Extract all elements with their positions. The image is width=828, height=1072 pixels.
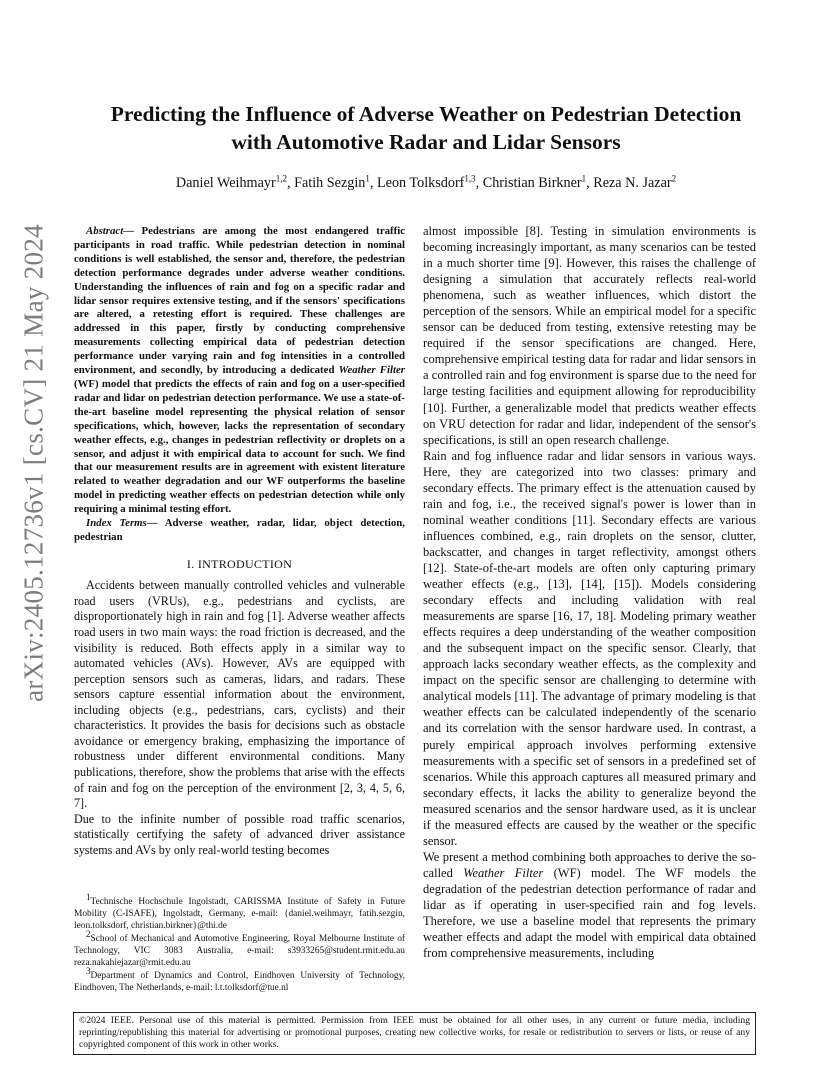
body-paragraph: almost impossible [8]. Testing in simulation environments is becoming increasingly important, as many scenarios can be tested in a much shorter time [9]. However, this raises the challenge of designing a simulation that accurately reflects real-world phenomena, such as weather influences, which distort the perception of the sensors. While an empirical model for a specific sensor can be deduced from testing, extensive retesting may be required if the sensor specifications are changed. Here, comprehensive empirical testing data for radar and lidar sensors in a controlled rain and fog environment is sparse due to the need for large testing facilities and equipment allowing for reproducibility [10]. Further, a generalizable model that predicts weather effects on VRU detection for radar and lidar, independent of the sensor's specifications, is still an open research challenge. xyxy=(423,224,756,447)
author: Leon Tolksdorf$^{1,3}$, xyxy=(376,173,483,191)
right-column xyxy=(423,223,756,961)
body-paragraph: We present a method combining both approaches to derive the so-called Weather Filter (WF) model. The WF models the degradation of the pedestrian detection performance of radar and lidar as if operating in user-specified rain and fog levels. Therefore, we use a baseline model that represents the primary weather effects and adapt the model with empirical data obtained from comprehensive measurements, including xyxy=(423,849,756,961)
title-line-1: Predicting the Influence of Adverse Weather on Pedestrian Detection xyxy=(110,102,742,126)
body-paragraph: Rain and fog influence radar and lidar sensors in various ways. Here, they are categorized into two classes: primary and secondary effects. The primary effect is the attenuation caused by rain and fog, i.e., the received signal's power is lower than in nominal weather conditions [11]. Secondary effects are various influences combined, e.g., rain droplets on the sensor, clutter, backscatter, and changes in target reflectivity, amongst others [12]. State-of-the-art models are often only capturing primary weather effects (e.g., [13], [14], [15]). Models considering secondary effects and including validation with real measurements are sparse [16, 17, 18]. Modeling primary weather effects requires a deep understanding of the weather composition and the subsequent impact on the specific sensor. Clearly, that approach lacks secondary weather effects, as the complexity and impact on the specific sensor are challenging to determine with analytical models [11]. The advantage of primary modeling is that weather effects can be calculated independently of the scenario and its correlation with the sensor hardware used. In contrast, a purely empirical approach involves performing extensive measurements with a specific set of sensors in a predefined set of scenarios. While this approach captures all measured primary and secondary effects, it lacks the ability to generalize beyond the measured scenarios and the sensor hardware used, as it is unclear if the measured effects are caused by the weather or the specific sensor. xyxy=(423,448,756,848)
body-paragraph: Due to the infinite number of possible road traffic scenarios, statistically certifying the safety of advanced driver assistance systems and AVs by only real-world testing becomes xyxy=(74,811,405,857)
left-column xyxy=(74,225,405,858)
footnote: $^3$Department of Dynamics and Control, Eindhoven University of Technology, Eindhoven, The Netherlands, e-mail: l.t.tolksdorf@tue.nl xyxy=(74,965,405,993)
affiliation-footnotes xyxy=(74,892,405,996)
copyright-notice xyxy=(73,1012,756,1055)
author: Fatih Sezgin$^1$, xyxy=(294,173,377,191)
section-heading-introduction: I. INTRODUCTION xyxy=(186,556,293,571)
index-terms: Index Terms— Adverse weather, radar, lidar, object detection, pedestrian xyxy=(74,517,405,543)
author: Reza N. Jazar$^2$ xyxy=(593,173,677,191)
paper-title xyxy=(70,100,782,156)
title-line-2: with Automotive Radar and Lidar Sensors xyxy=(231,130,621,154)
footnote: $^2$School of Mechanical and Automotive Engineering, Royal Melbourne Institute of Technology, VIC 3083 Australia, e-mail: s3933265@student.rmit.edu.au reza.nakahiejazar@rmit.edu.au xyxy=(74,928,405,968)
copyright-text: ©2024 IEEE. Personal use of this material is permitted. Permission from IEEE must be obtained for all other uses, in any current or future media, including reprinting/republishing this material for advertising or promotional purposes, creating new collective works, for resale or redistribution to servers or lists, or reuse of any copyrighted component of this work in other works. xyxy=(79,1015,750,1051)
footnote: $^1$Technische Hochschule Ingolstadt, CARISSMA Institute of Safety in Future Mobility (C-ISAFE), Ingolstadt, Germany, e-mail: {daniel.weihmayr, fatih.sezgin, leon.tolksdorf, christian.birkner}@thi.de xyxy=(74,892,405,931)
abstract: Abstract— Pedestrians are among the most endangered traffic participants in road traffic. While pedestrian detection in nominal conditions is well established, the sensor and, therefore, the pedestrian detection performance degrades under adverse weather conditions. Understanding the influences of rain and fog on a specific radar and lidar sensor requires extensive testing, and if the sensors' specifications are altered, a retesting effort is required. These challenges are addressed in this paper, firstly by conducting comprehensive measurements collecting empirical data of pedestrian detection performance under varying rain and fog intensities in a controlled environment, and secondly, by introducing a dedicated Weather Filter (WF) model that predicts the effects of rain and fog on a user-specified radar and lidar on pedestrian detection performance. We use a state-of-the-art baseline model representing the physical relation of sensor specifications, which, however, lacks the representation of secondary weather effects, e.g., changes in pedestrian reflectivity or droplets on a sensor, and adjust it with empirical data to account for such. We find that our measurement results are in agreement with existent literature related to weather degradation and our WF outperforms the baseline model in predicting weather effects on pedestrian detection while only requiring a minimal testing effort. xyxy=(74,225,406,516)
body-paragraph: Accidents between manually controlled vehicles and vulnerable road users (VRUs), e.g., pedestrians and cyclists, are disproportionately high in rain and fog [1]. Adverse weather affects road users in two main ways: the road friction is decreased, and the visibility is reduced. Both effects apply in a similar way to automated vehicles (AVs). However, AVs are equipped with perception sensors such as cameras, lidars, and radars. These sensors capture essential information about the environment, including objects (e.g., pedestrians, cars, cyclists) and their characteristics. It provides the basis for decisions such as obstacle avoidance or emergency braking, emphasizing the importance of robustness under different environmental conditions. Many publications, therefore, show the problems that arise with the effects of rain and fog on the perception of the environment [2, 3, 4, 5, 6, 7]. xyxy=(74,578,405,811)
author-list xyxy=(70,175,782,192)
author: Daniel Weihmayr$^{1,2}$, xyxy=(175,173,295,191)
arxiv-identifier xyxy=(18,224,50,702)
arxiv-identifier-text: arXiv:2405.12736v1 [cs.CV] 21 May 2024 xyxy=(18,224,49,702)
author: Christian Birkner$^1$, xyxy=(482,173,594,191)
